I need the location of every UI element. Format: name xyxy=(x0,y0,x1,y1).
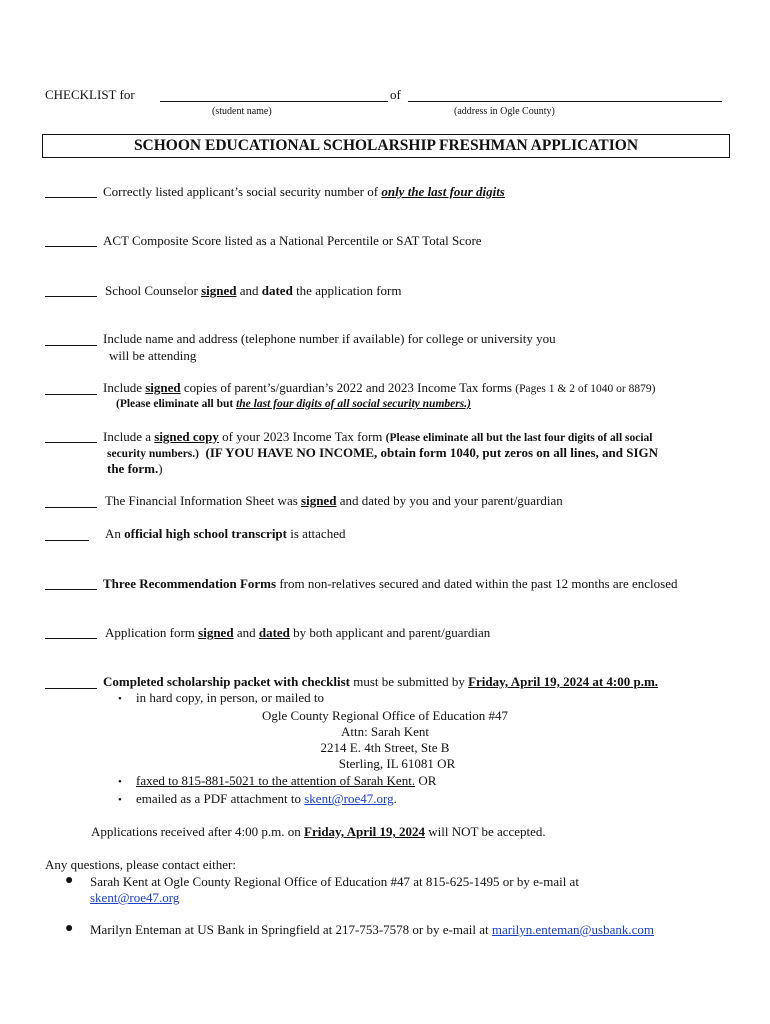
own-tax-line3 xyxy=(107,461,163,477)
item-transcript xyxy=(105,526,345,542)
mail-address-line3: 2214 E. 4th Street, Ste B xyxy=(320,740,450,755)
item-ssn-emph: only the last four digits xyxy=(381,184,505,199)
packet-email-prefix: emailed as a PDF attachment to xyxy=(136,791,305,806)
appform-t2: and xyxy=(233,625,259,640)
packet-email-suffix: . xyxy=(393,791,397,806)
packet-bold: Completed scholarship packet with checklist xyxy=(103,674,350,689)
item-college-line2: will be attending xyxy=(109,348,197,363)
questions-intro: Any questions, please contact either: xyxy=(45,857,236,872)
checkbox-line-application-form[interactable] xyxy=(45,638,97,639)
item-recommendations xyxy=(103,576,678,592)
own-tax-close-paren: ) xyxy=(158,461,163,476)
checkbox-line-counselor[interactable] xyxy=(45,296,97,297)
student-name-field[interactable] xyxy=(160,101,388,102)
late-notice xyxy=(91,824,546,840)
checkbox-line-packet[interactable] xyxy=(45,688,97,689)
own-tax-t2: of your 2023 Income Tax form xyxy=(218,429,386,444)
parent-tax-t1: Include xyxy=(103,380,146,395)
item-act: ACT Composite Score listed as a National Percentile or SAT Total Score xyxy=(103,233,482,248)
checkbox-line-recommendations[interactable] xyxy=(45,589,97,590)
packet-fax-or: OR xyxy=(415,773,437,788)
financial-signed: signed xyxy=(301,493,337,508)
appform-signed: signed xyxy=(198,625,234,640)
student-name-caption: (student name) xyxy=(212,106,272,117)
packet-fax-text: faxed to 815-881-5021 to the attention of Sarah Kent. xyxy=(136,773,416,788)
item-college-line1: Include name and address (telephone number if available) for college or university you xyxy=(103,331,556,346)
checkbox-line-college[interactable] xyxy=(45,345,97,346)
mail-address-line2: Attn: Sarah Kent xyxy=(340,724,430,739)
checkbox-line-financial[interactable] xyxy=(45,507,97,508)
checkbox-line-ssn[interactable] xyxy=(45,197,97,198)
late-date: Friday, April 19, 2024 xyxy=(304,824,425,839)
parent-tax-note-emph: the last four digits of all social security numbers.) xyxy=(236,398,471,410)
counselor-t2: and xyxy=(236,283,262,298)
appform-dated: dated xyxy=(258,625,290,640)
financial-t2: and dated by you and your parent/guardian xyxy=(336,493,563,508)
counselor-t3: the application form xyxy=(292,283,402,298)
own-tax-no-income1: (IF YOU HAVE NO INCOME, obtain form 1040, put zeros on all lines, and SIGN xyxy=(205,445,659,460)
of-label: of xyxy=(390,87,401,102)
transcript-official: official high school transcript xyxy=(124,526,287,541)
own-tax-t1: Include a xyxy=(103,429,155,444)
own-tax-note1: (Please eliminate all but the last four digits of all social xyxy=(385,432,653,444)
recommendations-t2: from non-relatives secured and dated within the past 12 months are enclosed xyxy=(276,576,678,591)
checkbox-line-transcript[interactable] xyxy=(45,540,89,541)
bullet-icon: • xyxy=(118,794,122,806)
item-own-tax xyxy=(103,429,652,446)
item-ssn xyxy=(103,184,505,200)
contact2 xyxy=(90,922,654,938)
parent-tax-note-prefix: (Please eliminate all but xyxy=(116,398,237,410)
item-application-form xyxy=(105,625,490,641)
packet-fax xyxy=(136,773,436,789)
own-tax-signed-copy: signed copy xyxy=(154,429,219,444)
counselor-dated: dated xyxy=(261,283,293,298)
address-field[interactable] xyxy=(408,101,722,102)
transcript-t1: An xyxy=(105,526,125,541)
checkbox-line-act[interactable] xyxy=(45,246,97,247)
own-tax-line2 xyxy=(107,445,658,462)
page-title: SCHOON EDUCATIONAL SCHOLARSHIP FRESHMAN APPLICATION xyxy=(42,134,730,158)
late-t2: will NOT be accepted. xyxy=(424,824,546,839)
checkbox-line-own-tax[interactable] xyxy=(45,442,97,443)
own-tax-note2: security numbers.) xyxy=(107,448,199,460)
item-counselor xyxy=(105,283,401,299)
packet-deadline: Friday, April 19, 2024 at 4:00 p.m. xyxy=(468,674,659,689)
address-caption: (address in Ogle County) xyxy=(454,106,555,117)
bullet-icon: • xyxy=(118,693,122,705)
mail-address-line4: Sterling, IL 61081 OR xyxy=(338,756,456,771)
contact2-email-link[interactable]: marilyn.enteman@usbank.com xyxy=(491,922,654,937)
counselor-signed: signed xyxy=(201,283,237,298)
checkbox-line-parent-tax[interactable] xyxy=(45,394,97,395)
item-ssn-text: Correctly listed applicant’s social security number of xyxy=(103,184,382,199)
bullet-icon: ● xyxy=(65,921,74,936)
parent-tax-t2: copies of parent’s/guardian’s 2022 and 2023 Income Tax forms xyxy=(180,380,516,395)
packet-email-link[interactable]: skent@roe47.org xyxy=(304,791,394,806)
financial-t1: The Financial Information Sheet was xyxy=(105,493,302,508)
recommendations-bold: Three Recommendation Forms xyxy=(103,576,277,591)
checklist-for-label: CHECKLIST for xyxy=(45,87,135,102)
packet-t2: must be submitted by xyxy=(350,674,469,689)
packet-hardcopy: in hard copy, in person, or mailed to xyxy=(136,690,324,705)
counselor-t1: School Counselor xyxy=(105,283,202,298)
parent-tax-signed: signed xyxy=(145,380,181,395)
late-t1: Applications received after 4:00 p.m. on xyxy=(91,824,304,839)
contact1-email-link[interactable]: skent@roe47.org xyxy=(90,890,180,905)
transcript-t2: is attached xyxy=(287,526,346,541)
bullet-icon: • xyxy=(118,776,122,788)
item-financial xyxy=(105,493,563,509)
mail-address-line1: Ogle County Regional Office of Education #47 xyxy=(262,708,508,723)
own-tax-no-income2: the form. xyxy=(107,461,159,476)
appform-t3: by both applicant and parent/guardian xyxy=(289,625,491,640)
packet-email xyxy=(136,791,397,807)
appform-t1: Application form xyxy=(105,625,199,640)
contact1-text: Sarah Kent at Ogle County Regional Office of Education #47 at 815-625-1495 or by e-mail at xyxy=(90,874,579,889)
contact2-text: Marilyn Enteman at US Bank in Springfield at 217-753-7578 or by e-mail at xyxy=(90,922,492,937)
parent-tax-note xyxy=(116,396,471,412)
item-parent-tax xyxy=(103,380,655,397)
parent-tax-pages: (Pages 1 & 2 of 1040 or 8879) xyxy=(515,383,656,395)
item-packet xyxy=(103,674,658,690)
bullet-icon: ● xyxy=(65,873,74,888)
